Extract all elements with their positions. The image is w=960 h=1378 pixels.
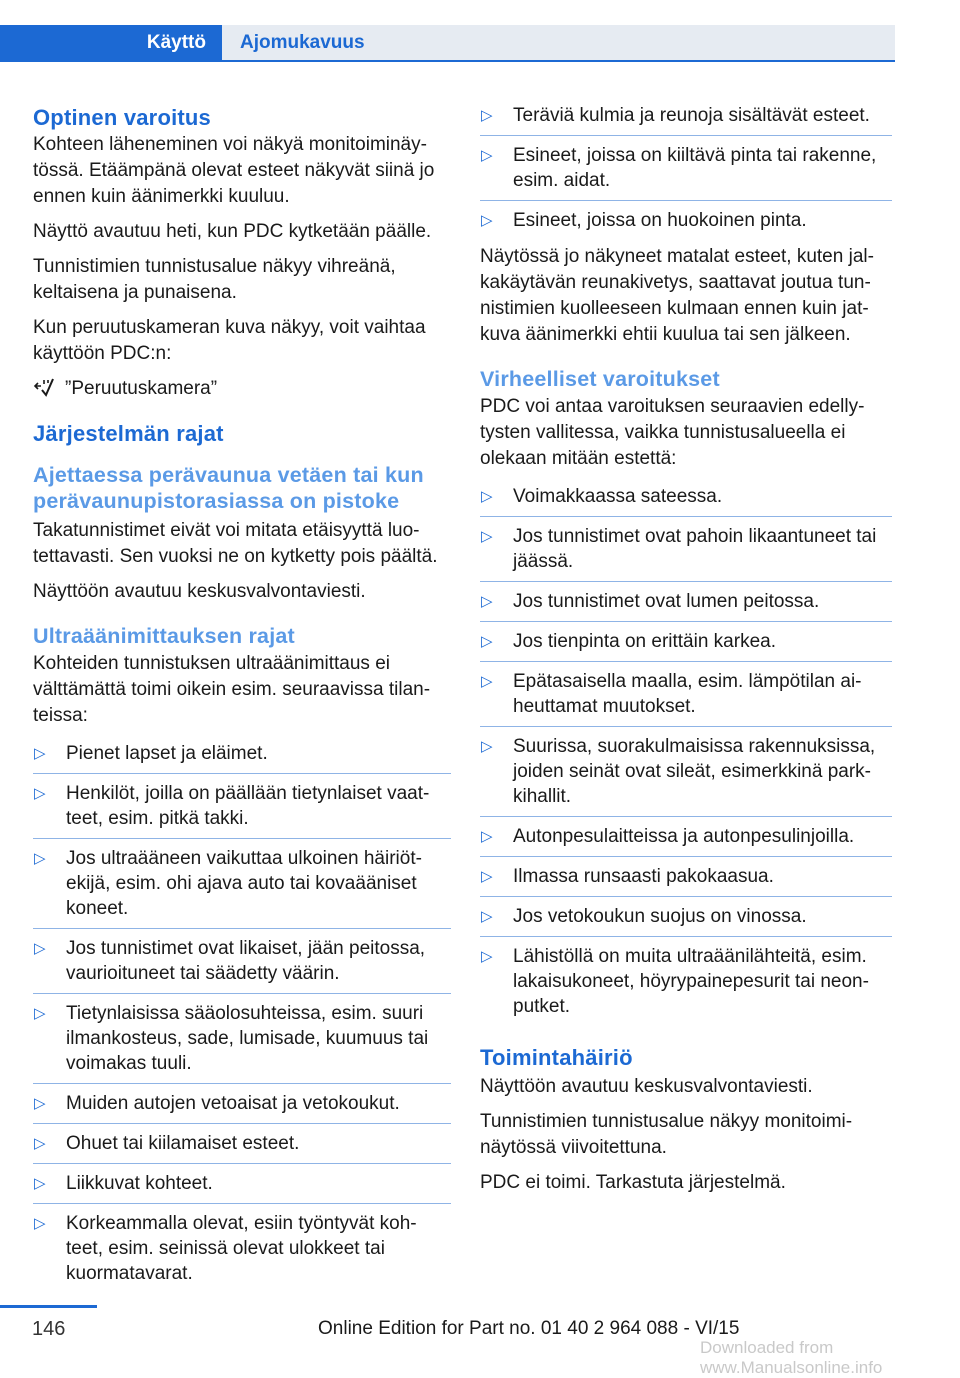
triangle-bullet-icon: ▷ [481, 908, 493, 925]
list-item-text: Pienet lapset ja eläimet. [66, 743, 268, 764]
list-item-text: Ilmassa runsaasti pakokaasua. [513, 866, 774, 887]
list-item [480, 140, 892, 201]
list-item [480, 100, 892, 136]
triangle-bullet-icon: ▷ [34, 1095, 46, 1112]
camera-switch-line [33, 376, 451, 402]
pdc-camera-icon [33, 377, 55, 397]
triangle-bullet-icon: ▷ [481, 868, 493, 885]
list-item-text: Jos vetokoukun suojus on vinossa. [513, 906, 807, 927]
header-tab-kaytto-label: Käyttö [146, 32, 206, 53]
heading-toimintahairio: Toimintahäiriö [480, 1045, 633, 1070]
list-item-text: Jos tunnistimet ovat lumen peitossa. [513, 591, 820, 612]
triangle-bullet-icon: ▷ [34, 1215, 46, 1232]
triangle-bullet-icon: ▷ [481, 147, 493, 164]
list-item-text: Liikkuvat kohteet. [66, 1173, 213, 1194]
list-item-text: Korkeammalla olevat, esiin työntyvät koh-teet, esim. seinissä olevat ulokkeet tai kuormatavarat. [66, 1213, 417, 1284]
triangle-bullet-icon: ▷ [34, 1175, 46, 1192]
triangle-bullet-icon: ▷ [481, 948, 493, 965]
triangle-bullet-icon: ▷ [481, 488, 493, 505]
left-column [33, 100, 451, 1299]
list-item-text: Lähistöllä on muita ultraäänilähteitä, esim. lakaisukoneet, höyrypainepesurit tai neon-putket. [513, 946, 869, 1017]
triangle-bullet-icon: ▷ [481, 673, 493, 690]
list-item [480, 901, 892, 937]
right-column [480, 100, 892, 1205]
list-item [480, 941, 892, 1026]
paragraph: Kohteen läheneminen voi näkyä monitoiminäy-tössä. Etäämpänä olevat esteet näkyvät siinä jo ennen kuin äänimerkki kuuluu. [33, 134, 435, 207]
triangle-bullet-icon: ▷ [34, 940, 46, 957]
triangle-bullet-icon: ▷ [34, 1005, 46, 1022]
paragraph: Näyttöön avautuu keskusvalvontaviesti. [33, 581, 366, 602]
list-item-text: Jos tienpinta on erittäin karkea. [513, 631, 776, 652]
list-item [480, 521, 892, 582]
paragraph: Näytössä jo näkyneet matalat esteet, kuten jal-kakäytävän reunakivetys, saattavat joutua tun-nistimien kuolleeseen kulmaan ennen kuin jat-kuva äänimerkki ehtii kuulua tai sen jälkeen. [480, 246, 874, 345]
list-item-text: Jos tunnistimet ovat likaiset, jään peitossa, vaurioituneet tai säädetty väärin. [66, 938, 426, 984]
list-item [33, 998, 451, 1084]
list-item [480, 626, 892, 662]
paragraph: Tunnistimien tunnistusalue näkyy vihreänä, keltaisena ja punaisena. [33, 256, 396, 303]
list-item-text: Ohuet tai kiilamaiset esteet. [66, 1133, 300, 1154]
list-item [33, 778, 451, 839]
paragraph: PDC voi antaa varoituksen seuraavien edelly-tysten vallitessa, vaikka tunnistusalueella ei olekaan mitään estettä: [480, 396, 865, 469]
paragraph: Kohteiden tunnistuksen ultraäänimittaus ei välttämättä toimi oikein esim. seuraavissa tilan-teissa: [33, 653, 431, 726]
paragraph: Tunnistimien tunnistusalue näkyy monitoimi-näytössä viivoitettuna. [480, 1111, 853, 1158]
list-item-text: Autonpesulaitteissa ja autonpesulinjoilla. [513, 826, 855, 847]
watermark: Downloaded from www.Manualsonline.info [700, 1338, 883, 1377]
objects-list [480, 100, 892, 240]
list-item [33, 933, 451, 994]
list-item [33, 1128, 451, 1164]
list-item [480, 205, 892, 240]
list-item-text: Esineet, joissa on huokoinen pinta. [513, 210, 807, 231]
list-item [480, 861, 892, 897]
limits-list [33, 738, 451, 1293]
triangle-bullet-icon: ▷ [481, 528, 493, 545]
triangle-bullet-icon: ▷ [481, 593, 493, 610]
list-item-text: Teräviä kulmia ja reunoja sisältävät esteet. [513, 105, 870, 126]
list-item-text: Jos ultraääneen vaikuttaa ulkoinen häiriöt-ekijä, esim. ohi ajava auto tai kovaääniset koneet. [66, 848, 422, 919]
list-item-text: Esineet, joissa on kiiltävä pinta tai rakenne, esim. aidat. [513, 145, 877, 191]
list-item-text: Muiden autojen vetoaisat ja vetokoukut. [66, 1093, 400, 1114]
triangle-bullet-icon: ▷ [481, 633, 493, 650]
list-item [480, 666, 892, 727]
list-item-text: Suurissa, suorakulmaisissa rakennuksissa, joiden seinät ovat sileät, esimerkkinä park-kihallit. [513, 736, 876, 807]
camera-option-label: ”Peruutuskamera” [65, 378, 218, 399]
header-tab-ajomukavuus-label: Ajomukavuus [240, 32, 365, 53]
list-item [33, 738, 451, 774]
list-item [33, 1088, 451, 1124]
list-item [480, 731, 892, 817]
heading-optinen-varoitus: Optinen varoitus [33, 105, 211, 130]
triangle-bullet-icon: ▷ [34, 745, 46, 762]
paragraph: Takatunnistimet eivät voi mitata etäisyyttä luo-tettavasti. Sen vuoksi ne on kytketty pois päältä. [33, 520, 438, 567]
triangle-bullet-icon: ▷ [34, 785, 46, 802]
list-item-text: Jos tunnistimet ovat pahoin likaantuneet tai jäässä. [513, 526, 877, 572]
triangle-bullet-icon: ▷ [34, 1135, 46, 1152]
triangle-bullet-icon: ▷ [481, 738, 493, 755]
list-item-text: Henkilöt, joilla on päällään tietynlaiset vaat-teet, esim. pitkä takki. [66, 783, 430, 829]
triangle-bullet-icon: ▷ [481, 828, 493, 845]
list-item-text: Voimakkaassa sateessa. [513, 486, 723, 507]
paragraph: Näyttöön avautuu keskusvalvontaviesti. [480, 1076, 813, 1097]
triangle-bullet-icon: ▷ [481, 212, 493, 229]
list-item [480, 481, 892, 517]
header-tab-kaytto [0, 25, 222, 62]
list-item [33, 843, 451, 929]
list-item-text: Epätasaisella maalla, esim. lämpötilan ai-heuttamat muutokset. [513, 671, 862, 717]
triangle-bullet-icon: ▷ [34, 850, 46, 867]
heading-virheelliset-varoitukset: Virheelliset varoitukset [480, 367, 720, 391]
footer-rule [0, 1305, 97, 1308]
heading-ultraaanimittauksen-rajat: Ultraäänimittauksen rajat [33, 624, 295, 648]
header-tab-ajomukavuus [222, 25, 895, 62]
edition-note: Online Edition for Part no. 01 40 2 964 088 - VI/15 [318, 1318, 740, 1339]
list-item-text: Tietynlaisissa sääolosuhteissa, esim. suuri ilmankosteus, sade, lumisade, kuumuus tai voimakas tuuli. [66, 1003, 429, 1074]
list-item [33, 1168, 451, 1204]
heading-peravaunu: Ajettaessa perävaunua vetäen tai kun perävaunupistorasiassa on pistoke [33, 463, 424, 513]
paragraph: Näyttö avautuu heti, kun PDC kytketään päälle. [33, 221, 432, 242]
paragraph: PDC ei toimi. Tarkastuta järjestelmä. [480, 1172, 786, 1193]
list-item [33, 1208, 451, 1293]
triangle-bullet-icon: ▷ [481, 107, 493, 124]
heading-jarjestelman-rajat: Järjestelmän rajat [33, 421, 224, 446]
list-item [480, 821, 892, 857]
paragraph: Kun peruutuskameran kuva näkyy, voit vaihtaa käyttöön PDC:n: [33, 317, 426, 364]
list-item [480, 586, 892, 622]
page-number: 146 [32, 1318, 66, 1340]
false-warnings-list [480, 481, 892, 1026]
